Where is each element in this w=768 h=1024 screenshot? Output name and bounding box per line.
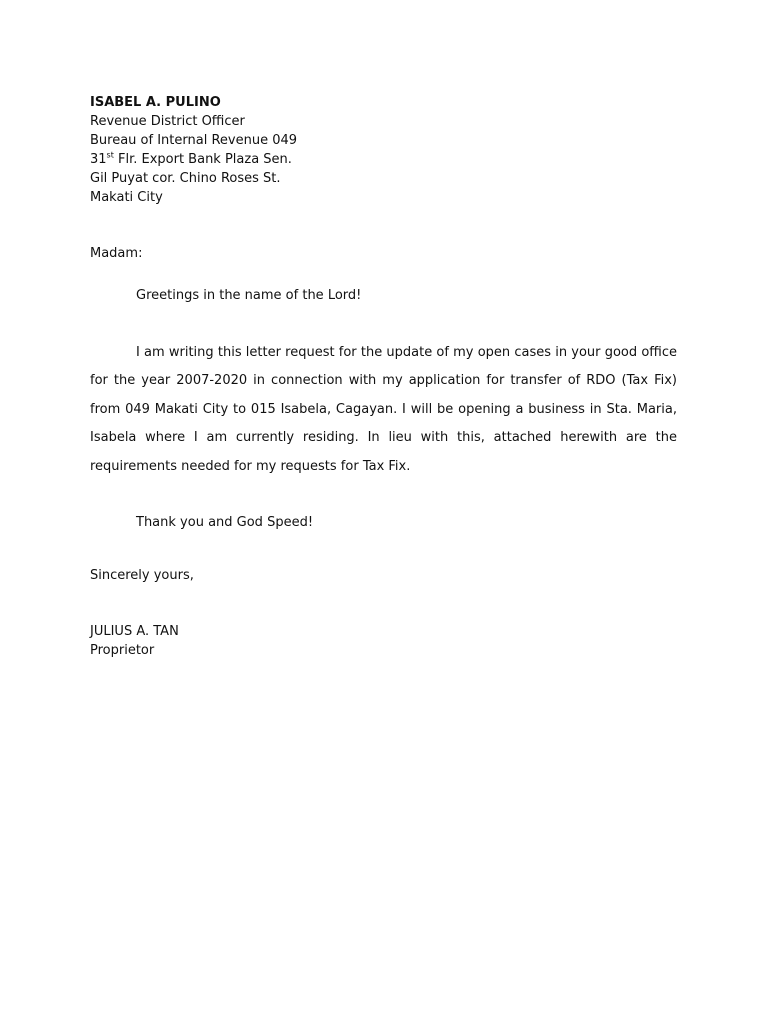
floor-ordinal-suffix: st	[106, 150, 114, 160]
recipient-name: ISABEL A. PULINO	[90, 95, 221, 110]
floor-number: 31	[90, 152, 107, 167]
letter	[90, 93, 677, 660]
thanks-paragraph: Thank you and God Speed!	[136, 515, 314, 530]
recipient-office: Bureau of Internal Revenue 049	[90, 133, 298, 148]
recipient-address-block	[90, 93, 677, 207]
recipient-address-line-2: Gil Puyat cor. Chino Roses St.	[90, 171, 281, 186]
recipient-city: Makati City	[90, 190, 163, 205]
recipient-address-line-1	[90, 150, 677, 169]
recipient-title: Revenue District Officer	[90, 114, 245, 129]
greeting-paragraph: Greetings in the name of the Lord!	[136, 288, 362, 303]
signature-block	[90, 622, 677, 660]
sender-name: JULIUS A. TAN	[90, 623, 179, 639]
body-paragraph: I am writing this letter request for the update of my open cases in your good office for the year 2007-2020 in connection with my application for transfer of RDO (Tax Fix) from 049 Makati City to 015 Isabela, Cagayan. I will be opening a business in Sta. Maria, Isabela where I am currently residing. In lieu with this, attached herewith are the requirements needed for my requests for Tax Fix.	[90, 344, 677, 474]
closing: Sincerely yours,	[90, 567, 194, 583]
sender-title: Proprietor	[90, 642, 155, 658]
address-line-1-rest: Flr. Export Bank Plaza Sen.	[113, 152, 292, 167]
salutation: Madam:	[90, 246, 143, 261]
